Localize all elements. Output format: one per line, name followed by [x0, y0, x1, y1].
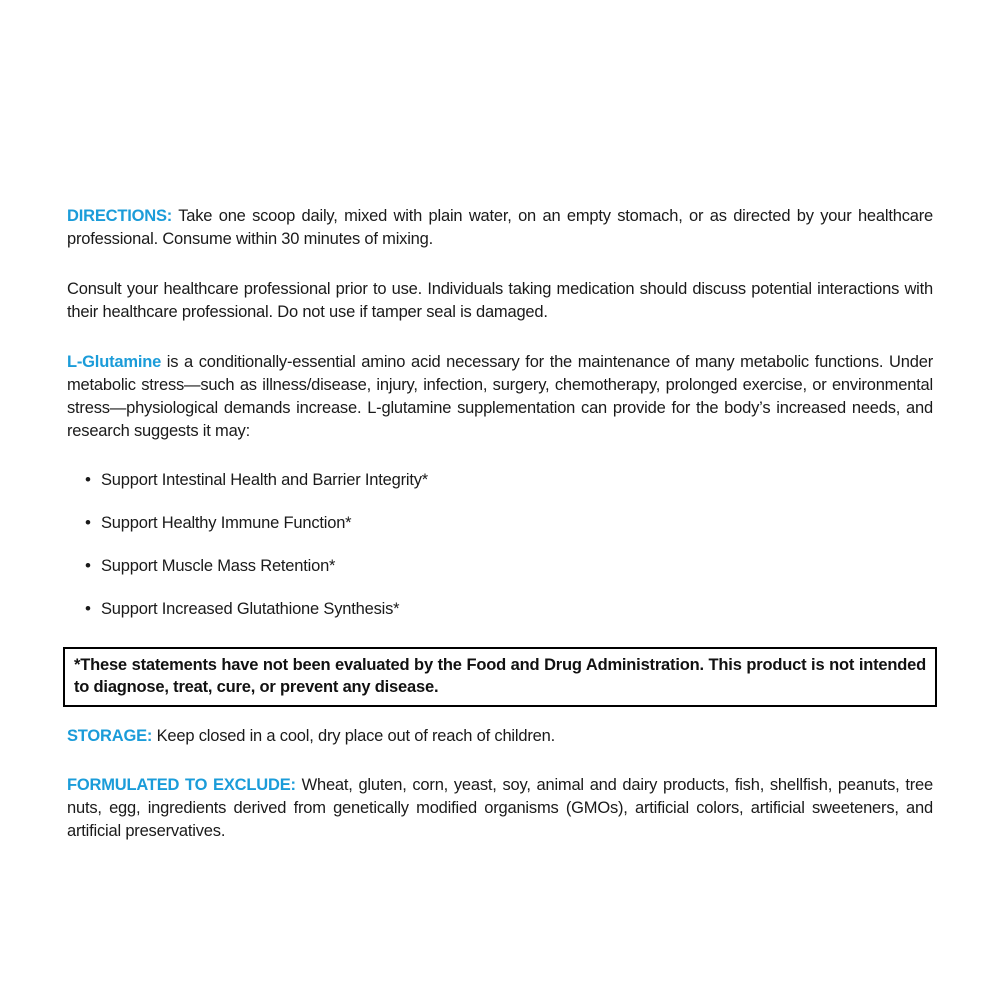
benefit-item: • Support Muscle Mass Retention*	[85, 556, 933, 577]
consult-paragraph	[67, 278, 933, 324]
excludes-heading: FORMULATED TO EXCLUDE:	[67, 776, 296, 794]
benefit-item: • Support Intestinal Health and Barrier Integrity*	[85, 470, 933, 491]
benefits-list	[67, 470, 933, 620]
glutamine-paragraph	[67, 351, 933, 443]
directions-paragraph	[67, 205, 933, 251]
fda-disclaimer-text: *These statements have not been evaluated by the Food and Drug Administration. This product is not intended to diagnose, treat, cure, or prevent any disease.	[74, 656, 926, 696]
excludes-paragraph	[67, 774, 933, 843]
storage-heading: STORAGE:	[67, 727, 153, 745]
directions-text: Take one scoop daily, mixed with plain water, on an empty stomach, or as directed by your healthcare professional. Consume within 30 minutes of mixing.	[67, 207, 933, 248]
benefit-item: • Support Healthy Immune Function*	[85, 513, 933, 534]
directions-heading: DIRECTIONS:	[67, 207, 173, 225]
excludes-text: Wheat, gluten, corn, yeast, soy, animal and dairy products, fish, shellfish, peanuts, tree nuts, egg, ingredients derived from genetically modified organisms (GMOs), artificial colors, artificial sweeteners, and artificial preservatives.	[67, 776, 933, 840]
consult-text: Consult your healthcare professional prior to use. Individuals taking medication should discuss potential interactions with their healthcare professional. Do not use if tamper seal is damaged.	[67, 280, 933, 321]
benefit-item: • Support Increased Glutathione Synthesis*	[85, 599, 933, 620]
storage-text: Keep closed in a cool, dry place out of reach of children.	[156, 727, 555, 745]
glutamine-text: is a conditionally-essential amino acid necessary for the maintenance of many metabolic functions. Under metabolic stress—such as illness/disease, injury, infection, surgery, chemotherapy, prolonged exercise, or environmental stress—physiological demands increase. L-glutamine supplementation can provide for the body’s increased needs, and research suggests it may:	[67, 353, 933, 440]
storage-paragraph	[67, 725, 933, 748]
glutamine-heading: L-Glutamine	[67, 353, 162, 371]
fda-disclaimer-box	[63, 647, 937, 707]
label-content	[67, 205, 933, 843]
